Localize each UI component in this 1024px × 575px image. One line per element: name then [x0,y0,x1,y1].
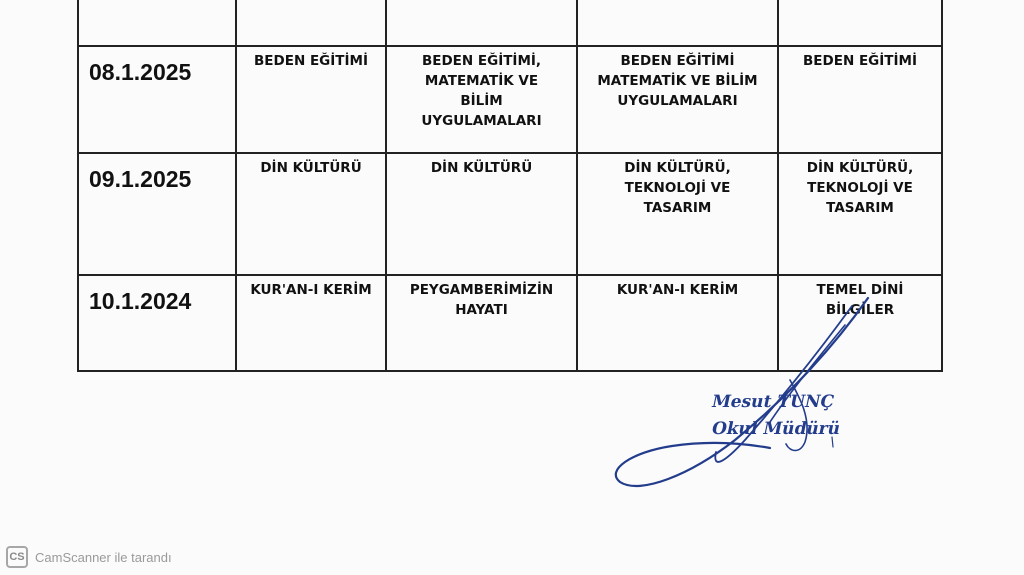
scanner-watermark-text: CamScanner ile tarandı [35,549,172,565]
date-cell: 08.1.2025 [78,46,236,153]
scanner-watermark [6,545,172,569]
subject-cell: DİN KÜLTÜRÜ [236,153,386,275]
table-row [78,275,942,371]
subject-cell: BEDEN EĞİTİMİ, MATEMATİK VE BİLİM UYGULAMALARI [386,46,577,153]
signature-title: Okul Müdürü [709,419,843,439]
subject-cell: BEDEN EĞİTİMİ MATEMATİK VE BİLİM UYGULAMALARI [577,46,778,153]
subject-cell [386,0,577,46]
date-cell: 09.1.2025 [78,153,236,275]
signature-name: Mesut TUNÇ [709,392,837,412]
exam-schedule-table [77,0,943,372]
subject-cell: KUR'AN-I KERİM [577,275,778,371]
table-row [78,153,942,275]
subject-cell: TEMEL DİNİ BİLGİLER [778,275,942,371]
date-cell: 10.1.2024 [78,275,236,371]
subject-cell: PEYGAMBERİMİZİN HAYATI [386,275,577,371]
date-cell [78,0,236,46]
subject-cell [778,0,942,46]
subject-cell: DİN KÜLTÜRÜ, TEKNOLOJİ VE TASARIM [778,153,942,275]
subject-cell [236,0,386,46]
subject-cell: BEDEN EĞİTİMİ [778,46,942,153]
table-row-top-partial [78,0,942,46]
subject-cell: DİN KÜLTÜRÜ [386,153,577,275]
subject-cell: KUR'AN-I KERİM [236,275,386,371]
table-row [78,46,942,153]
subject-cell: DİN KÜLTÜRÜ, TEKNOLOJİ VE TASARIM [577,153,778,275]
subject-cell: BEDEN EĞİTİMİ [236,46,386,153]
subject-cell [577,0,778,46]
camscanner-logo-icon: CS [6,546,28,568]
